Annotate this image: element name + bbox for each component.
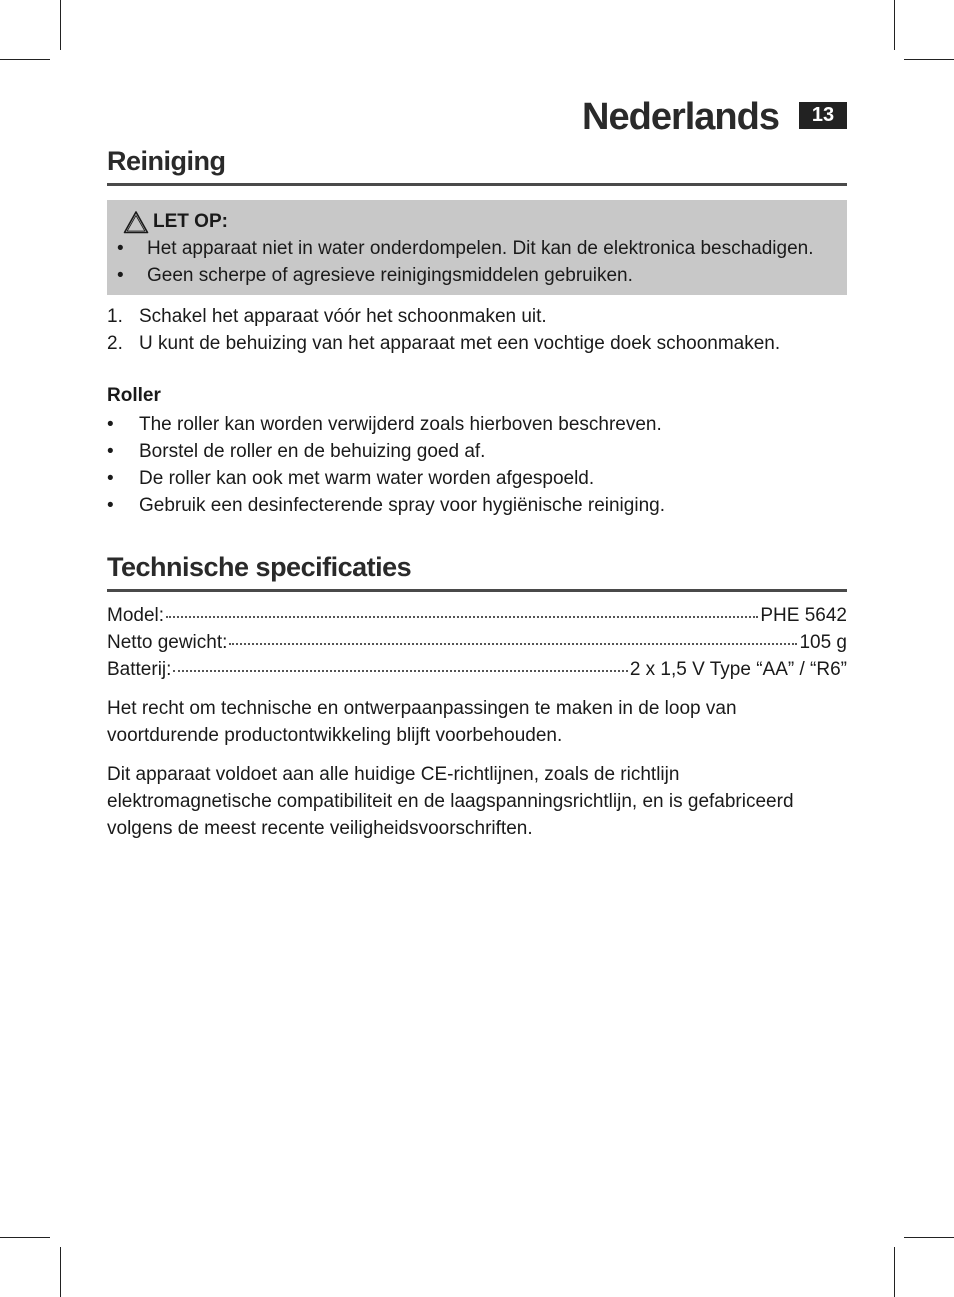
- spec-value: 2 x 1,5 V Type “AA” / “R6”: [629, 659, 847, 680]
- roller-list: [107, 411, 847, 519]
- list-item-text: Borstel de roller en de behuizing goed af.: [139, 441, 486, 462]
- language-title: Nederlands: [582, 96, 779, 138]
- list-item: [107, 492, 847, 519]
- list-item-text: The roller kan worden verwijderd zoals hierboven beschreven.: [139, 414, 662, 435]
- spec-value: 105 g: [799, 632, 847, 653]
- crop-mark: [904, 1237, 954, 1238]
- spec-label: Model:: [107, 605, 165, 626]
- bullet: •: [117, 238, 124, 259]
- crop-mark: [894, 0, 895, 50]
- step-number: 1.: [107, 306, 123, 327]
- crop-mark: [904, 59, 954, 60]
- bullet: •: [117, 265, 124, 286]
- bullet: •: [107, 414, 114, 435]
- step-text: U kunt de behuizing van het apparaat met een vochtige doek schoonmaken.: [139, 333, 781, 354]
- page-number: 13: [799, 102, 847, 129]
- warning-item-text: Geen scherpe of agresieve reinigingsmiddelen gebruiken.: [147, 265, 633, 286]
- step-text: Schakel het apparaat vóór het schoonmaken uit.: [139, 306, 547, 327]
- bullet: •: [107, 441, 114, 462]
- list-item: [107, 411, 847, 438]
- crop-mark: [60, 1247, 61, 1297]
- step-number: 2.: [107, 333, 123, 354]
- crop-mark: [894, 1247, 895, 1297]
- list-item-text: De roller kan ook met warm water worden afgespoeld.: [139, 468, 595, 489]
- list-item: [107, 465, 847, 492]
- leader-dots: [173, 670, 627, 672]
- spec-row-weight: [107, 629, 847, 656]
- list-item: [107, 330, 847, 357]
- spec-row-model: [107, 602, 847, 629]
- warning-item: [117, 235, 837, 262]
- cleaning-section: [107, 146, 847, 519]
- paragraph-reservation: Het recht om technische en ontwerpaanpassingen te maken in de loop van voortdurende productontwikkeling blijft voorbehouden.: [107, 698, 737, 746]
- crop-mark: [60, 0, 61, 50]
- spec-list: [107, 602, 847, 683]
- section-title-specs: Technische specificaties: [107, 552, 847, 592]
- spec-row-battery: [107, 656, 847, 683]
- steps-list: [107, 303, 847, 357]
- spec-label: Batterij:: [107, 659, 172, 680]
- spec-label: Netto gewicht:: [107, 632, 228, 653]
- crop-mark: [0, 59, 50, 60]
- paragraph-compliance: Dit apparaat voldoet aan alle huidige CE-richtlijnen, zoals de richtlijn elektromagnetische compatibiliteit en de laagspanningsrichtlijn, en is gefabriceerd volgens de meest recente veiligheidsvoorschriften.: [107, 764, 794, 839]
- warning-heading: [117, 208, 837, 235]
- warning-box: [107, 200, 847, 295]
- page-header: [582, 96, 847, 139]
- specs-section: [107, 552, 847, 842]
- leader-dots: [166, 616, 758, 618]
- bullet: •: [107, 495, 114, 516]
- warning-triangle-icon: [123, 210, 149, 234]
- bullet: •: [107, 468, 114, 489]
- warning-item-text: Het apparaat niet in water onderdompelen. Dit kan de elektronica beschadigen.: [147, 238, 814, 259]
- leader-dots: [229, 643, 797, 645]
- warning-label: LET OP:: [153, 211, 228, 232]
- list-item: [107, 303, 847, 330]
- warning-item: [117, 262, 837, 289]
- section-title-cleaning: Reiniging: [107, 146, 847, 186]
- crop-mark: [0, 1237, 50, 1238]
- list-item-text: Gebruik een desinfecterende spray voor hygiënische reiniging.: [139, 495, 665, 516]
- list-item: [107, 438, 847, 465]
- spec-value: PHE 5642: [760, 605, 847, 626]
- roller-heading: Roller: [107, 385, 161, 406]
